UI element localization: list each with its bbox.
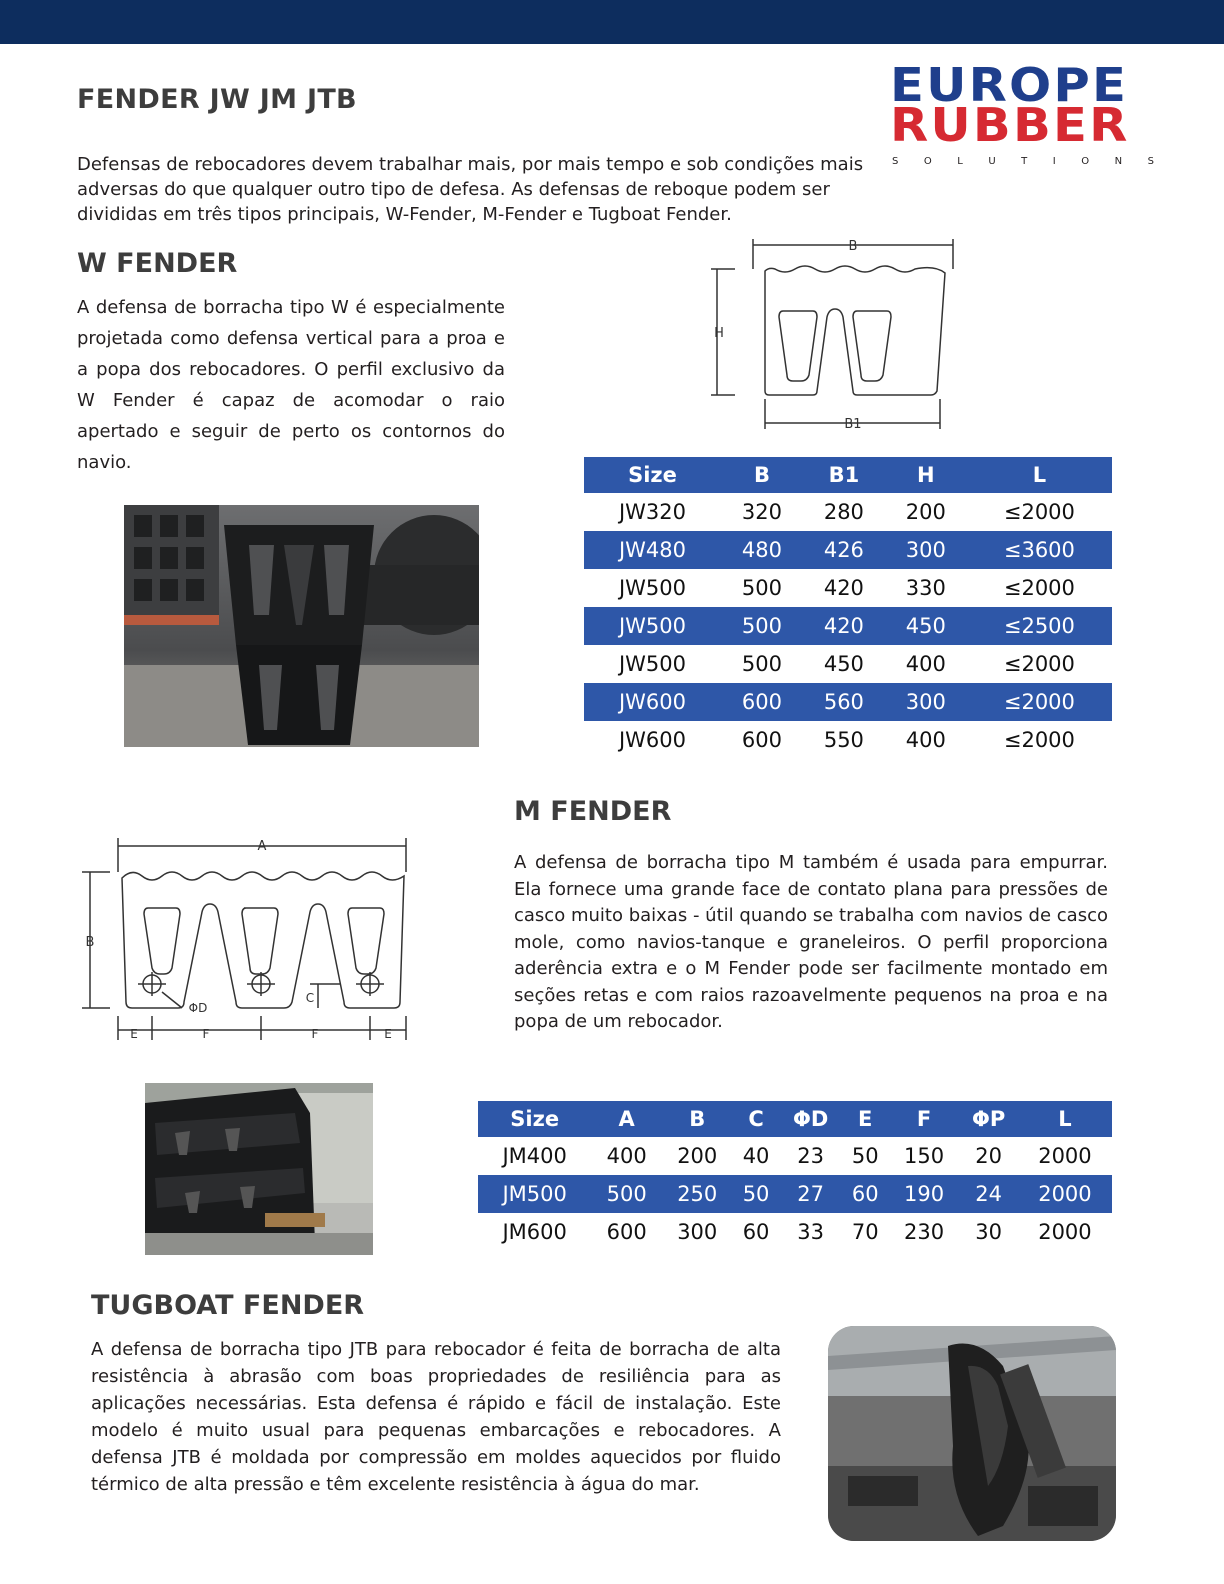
table-row xyxy=(478,1213,1112,1251)
table-cell: 24 xyxy=(959,1175,1018,1213)
table-header-cell: Size xyxy=(584,457,721,493)
tugboat-fender-heading: TUGBOAT FENDER xyxy=(91,1290,365,1321)
table-cell: JW500 xyxy=(618,652,687,676)
w-fender-spec-table xyxy=(584,457,1112,759)
table-cell: 550 xyxy=(823,728,864,752)
table-header-cell: C xyxy=(733,1101,780,1137)
m-diagram-label-e-right: E xyxy=(384,1027,392,1041)
table-header-cell: B xyxy=(721,457,803,493)
table-header-cell: L xyxy=(1018,1101,1112,1137)
table-cell: JM400 xyxy=(502,1144,567,1168)
logo-word-solutions: S O L U T I O N S xyxy=(892,156,1154,167)
table-cell: JW600 xyxy=(584,683,721,721)
table-cell: 300 xyxy=(677,1220,718,1244)
table-cell: 426 xyxy=(803,531,885,569)
table-header-cell: Size xyxy=(478,1101,591,1137)
top-banner xyxy=(0,0,1224,44)
table-header-cell: ΦP xyxy=(959,1101,1018,1137)
m-diagram-label-b: B xyxy=(85,935,95,950)
m-fender-description: A defensa de borracha tipo M também é usada para empurrar. Ela fornece uma grande face de contato plana para pressões de casco muito baixas - útil quando se trabalha com navios de casco mole, como navios-tanque e graneleiros. O perfil proporciona aderência extra e o M Fender pode ser facilmente montado em seções retas e com raios razoavelmente pequenos na proa e na popa de um rebocador. xyxy=(514,852,1108,1032)
table-cell: 300 xyxy=(885,531,967,569)
table-header-cell: F xyxy=(889,1101,960,1137)
table-cell: ≤2000 xyxy=(967,683,1112,721)
table-cell: JW500 xyxy=(584,607,721,645)
table-cell: ≤3600 xyxy=(967,531,1112,569)
tugboat-fender-description: A defensa de borracha tipo JTB para rebocador é feita de borracha de alta resistência à abrasão com boas propriedades de resiliência para as aplicações necessárias. Esta defensa é rápido e fácil de instalação. Este modelo é muito usual para pequenas embarcações e rebocadores. A defensa JTB é moldada por compressão em moldes aquecidos por fluido térmico de alta pressão e têm excelente resistência à água do mar. xyxy=(91,1339,781,1495)
table-cell: 420 xyxy=(803,607,885,645)
table-cell: ≤2000 xyxy=(1003,500,1075,524)
tugboat-fender-photo xyxy=(828,1326,1116,1541)
table-cell: 400 xyxy=(905,652,946,676)
table-cell: 320 xyxy=(741,500,782,524)
page-title: FENDER JW JM JTB xyxy=(77,84,357,115)
table-cell: 480 xyxy=(721,531,803,569)
table-header-row xyxy=(584,457,1112,493)
table-cell: ≤2000 xyxy=(1003,728,1075,752)
m-fender-photo xyxy=(145,1083,373,1255)
table-header-cell: H xyxy=(885,457,967,493)
table-cell: 230 xyxy=(903,1220,945,1244)
table-cell: 70 xyxy=(851,1220,879,1244)
table-cell: ≤2000 xyxy=(1003,576,1075,600)
europe-rubber-logo xyxy=(890,58,1160,172)
table-cell: JM500 xyxy=(478,1175,591,1213)
table-cell: 40 xyxy=(742,1144,770,1168)
table-cell: 50 xyxy=(851,1144,879,1168)
table-cell: 330 xyxy=(905,576,946,600)
table-cell: 500 xyxy=(721,607,803,645)
m-diagram-label-c: C xyxy=(305,991,315,1005)
table-cell: ≤2500 xyxy=(967,607,1112,645)
w-diagram-label-b: B xyxy=(848,239,858,254)
m-fender-diagram xyxy=(78,832,413,1044)
table-cell: 2000 xyxy=(1018,1175,1112,1213)
table-cell: ≤2000 xyxy=(1003,652,1075,676)
table-cell: JW480 xyxy=(584,531,721,569)
table-cell: 600 xyxy=(606,1220,647,1244)
table-cell: 2000 xyxy=(1038,1144,1092,1168)
table-cell: 600 xyxy=(741,728,782,752)
m-fender-heading: M FENDER xyxy=(514,796,672,827)
table-cell: 60 xyxy=(842,1175,889,1213)
m-diagram-label-d: ΦD xyxy=(188,1001,208,1015)
table-header-cell: L xyxy=(967,457,1112,493)
table-row xyxy=(478,1175,1112,1213)
table-cell: 450 xyxy=(885,607,967,645)
table-cell: 27 xyxy=(780,1175,842,1213)
table-cell: 500 xyxy=(741,652,782,676)
table-cell: 500 xyxy=(591,1175,662,1213)
table-cell: 50 xyxy=(733,1175,780,1213)
m-diagram-label-a: A xyxy=(257,839,267,854)
w-diagram-label-b1: B1 xyxy=(844,417,862,432)
table-cell: 420 xyxy=(823,576,864,600)
w-fender-description: A defensa de borracha tipo W é especialmente projetada como defensa vertical para a proa e a popa dos rebocadores. O perfil exclusivo da W Fender é capaz de acomodar o raio apertado e seguir de perto os contornos do navio. xyxy=(77,297,505,473)
table-cell: JW320 xyxy=(618,500,687,524)
table-row xyxy=(584,721,1112,759)
table-cell: 200 xyxy=(677,1144,718,1168)
table-row xyxy=(584,607,1112,645)
intro-paragraph: Defensas de rebocadores devem trabalhar mais, por mais tempo e sob condições mais adversas do que qualquer outro tipo de defesa. As defensas de reboque podem ser divididas em três tipos principais, W-Fender, M-Fender e Tugboat Fender. xyxy=(77,154,864,225)
w-fender-photo xyxy=(124,505,479,747)
table-cell: 450 xyxy=(823,652,864,676)
table-header-cell: ΦD xyxy=(780,1101,842,1137)
logo-word-rubber: RUBBER xyxy=(890,98,1130,152)
table-row xyxy=(584,569,1112,607)
table-cell: 150 xyxy=(903,1144,945,1168)
table-header-cell: A xyxy=(591,1101,662,1137)
table-cell: 400 xyxy=(905,728,946,752)
w-fender-heading: W FENDER xyxy=(77,248,238,279)
w-diagram-label-h: H xyxy=(714,326,724,341)
m-diagram-label-e-left: E xyxy=(130,1027,138,1041)
table-row xyxy=(584,531,1112,569)
m-fender-spec-table xyxy=(478,1101,1112,1251)
table-cell: 2000 xyxy=(1038,1220,1092,1244)
table-cell: 250 xyxy=(662,1175,733,1213)
table-row xyxy=(584,645,1112,683)
table-header-cell: B1 xyxy=(803,457,885,493)
table-cell: 600 xyxy=(721,683,803,721)
table-cell: 23 xyxy=(797,1144,824,1168)
logo-word-europe: EUROPE xyxy=(890,58,1129,112)
table-row xyxy=(478,1137,1112,1175)
table-cell: JM600 xyxy=(502,1220,567,1244)
table-row xyxy=(584,683,1112,721)
table-header-cell: E xyxy=(842,1101,889,1137)
m-diagram-label-f-left: F xyxy=(202,1027,210,1041)
table-cell: 60 xyxy=(742,1220,770,1244)
table-cell: 20 xyxy=(975,1144,1002,1168)
table-cell: 560 xyxy=(803,683,885,721)
table-header-row xyxy=(478,1101,1112,1137)
table-cell: 200 xyxy=(905,500,946,524)
table-cell: JW600 xyxy=(618,728,687,752)
table-row xyxy=(584,493,1112,531)
table-header-cell: B xyxy=(662,1101,733,1137)
table-cell: 500 xyxy=(741,576,782,600)
table-cell: JW500 xyxy=(618,576,687,600)
table-cell: 30 xyxy=(975,1220,1002,1244)
w-fender-diagram xyxy=(705,233,965,433)
table-cell: 400 xyxy=(606,1144,647,1168)
table-cell: 300 xyxy=(885,683,967,721)
table-cell: 33 xyxy=(797,1220,824,1244)
m-diagram-label-f-right: F xyxy=(311,1027,319,1041)
table-cell: 190 xyxy=(889,1175,960,1213)
table-cell: 280 xyxy=(823,500,864,524)
